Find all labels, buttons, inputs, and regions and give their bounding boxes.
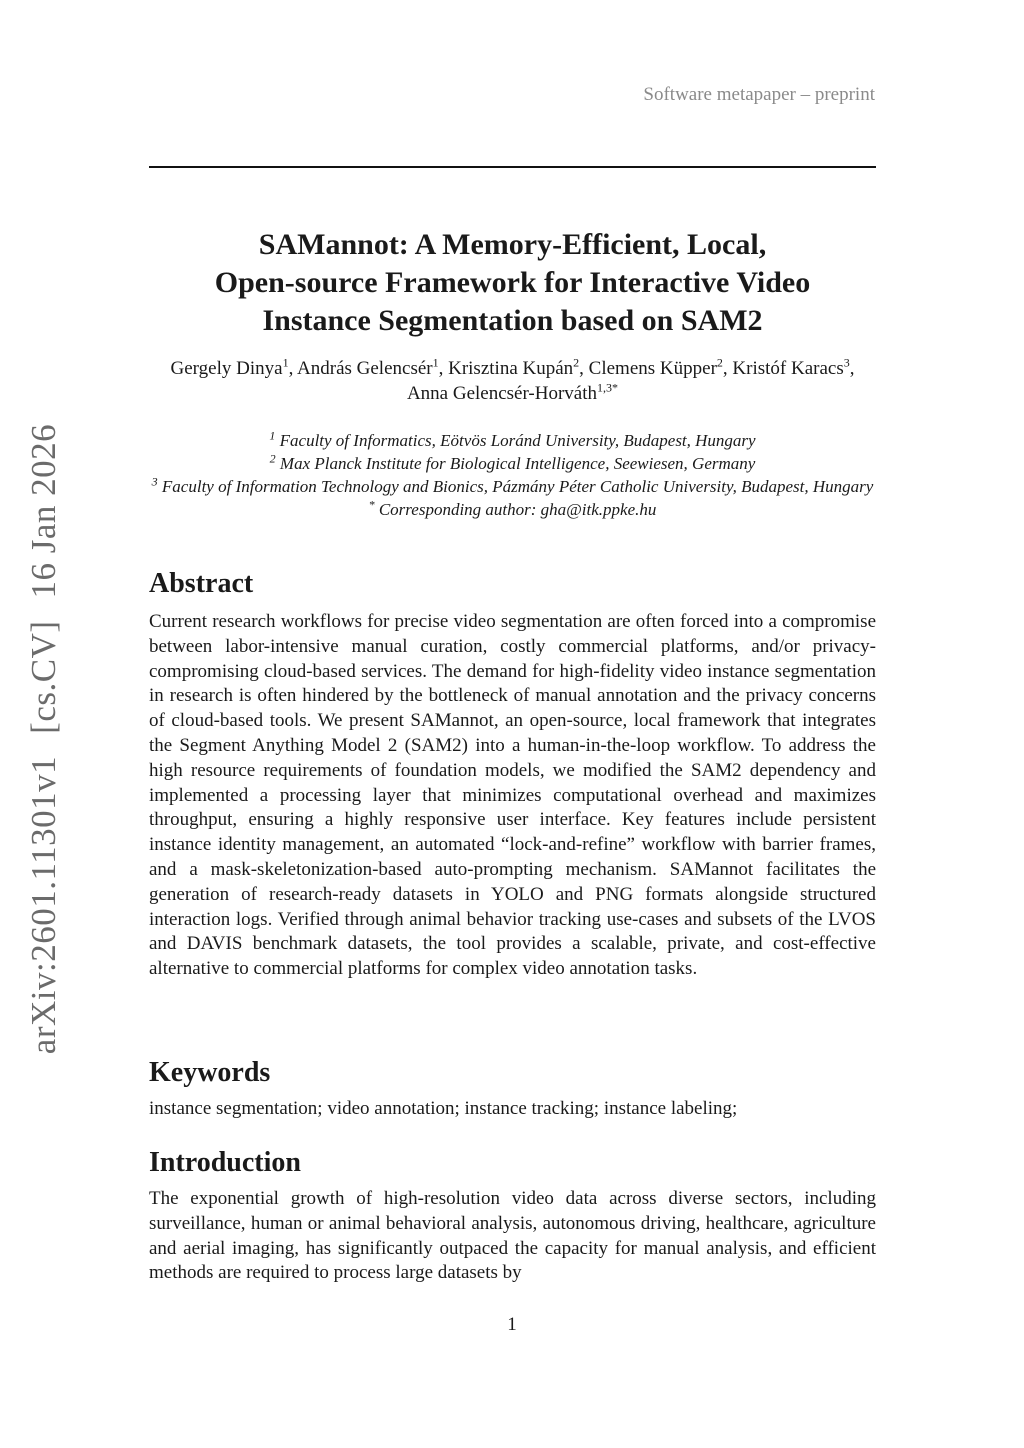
header-rule [149, 166, 876, 168]
arxiv-category: [cs.CV] [24, 620, 63, 734]
arxiv-id: arXiv:2601.11301v1 [24, 755, 63, 1055]
affiliation: $^3$ Faculty of Information Technology and Bionics, Pázmány Péter Catholic University, Budapest, Hungary [151, 474, 874, 496]
introduction-section [149, 1145, 876, 1181]
keywords-section [149, 1055, 876, 1091]
affiliation: $^1$ Faculty of Informatics, Eötvös Loránd University, Budapest, Hungary [269, 428, 756, 450]
abstract-section [149, 566, 876, 602]
keywords-text: instance segmentation; video annotation; instance tracking; instance labeling; [149, 1098, 738, 1119]
abstract-text: Current research workflows for precise video segmentation are often forced into a compromise between labor-intensive manual curation, costly commercial platforms, and/or privacy-compromising cloud-based services. The demand for high-fidelity video instance segmentation in research is often hindered by the bottleneck of manual annotation and the privacy concerns of cloud-based tools. We present SAMannot, an open-source, local framework that integrates the Segment Anything Model 2 (SAM2) into a human-in-the-loop workflow. To address the high resource requirements of foundation models, we modified the SAM2 dependency and implemented a processing layer that minimizes computational overhead and maximizes throughput, ensuring a highly responsive user interface. Key features include persistent instance identity management, an automated “lock-and-refine” workflow with barrier frames, and a mask-skeletonization-based auto-prompting mechanism. SAMannot facilitates the generation of research-ready datasets in YOLO and PNG formats alongside structured interaction logs. Verified through animal behavior tracking use-cases and subsets of the LVOS and DAVIS benchmark datasets, the tool provides a scalable, private, and cost-effective alternative to commercial platforms for complex video annotation tasks. [149, 611, 876, 980]
author: András Gelencsér$^1$, [297, 355, 449, 379]
affiliations [149, 429, 876, 521]
title-line-3: Instance Segmentation based on SAM2 [262, 304, 763, 337]
author: Anna Gelencsér-Horváth$^{1,3*}$ [406, 380, 619, 404]
affiliation: $^2$ Max Planck Institute for Biological Intelligence, Seewiesen, Germany [269, 451, 756, 473]
author: Krisztina Kupán$^2$, [448, 355, 589, 379]
arxiv-date: 16 Jan 2026 [24, 423, 63, 599]
author: Kristóf Karacs$^3$, [732, 355, 855, 379]
introduction-heading: Introduction [149, 1147, 301, 1178]
introduction-text: The exponential growth of high-resolution video data across diverse sectors, including surveillance, human or animal behavioral analysis, autonomous driving, healthcare, agriculture and aerial imaging, has significantly outpaced the capacity for manual analysis, and efficient methods are required to process large datasets by [149, 1188, 876, 1284]
running-header: Software metapaper – preprint [643, 84, 875, 105]
author: Clemens Küpper$^2$, [588, 355, 733, 379]
title-line-2: Open-source Framework for Interactive Video [214, 266, 811, 299]
page-number: 1 [507, 1314, 517, 1335]
corresponding-author: * Corresponding author: gha@itk.ppke.hu [368, 497, 657, 519]
author: Gergely Dinya$^1$, [170, 355, 298, 379]
arxiv-side-label [24, 402, 64, 1054]
keywords-heading: Keywords [149, 1057, 271, 1088]
paper-title [149, 226, 876, 340]
author-list [149, 356, 876, 406]
title-line-1: SAMannot: A Memory-Efficient, Local, [258, 228, 767, 261]
abstract-heading: Abstract [149, 568, 254, 599]
